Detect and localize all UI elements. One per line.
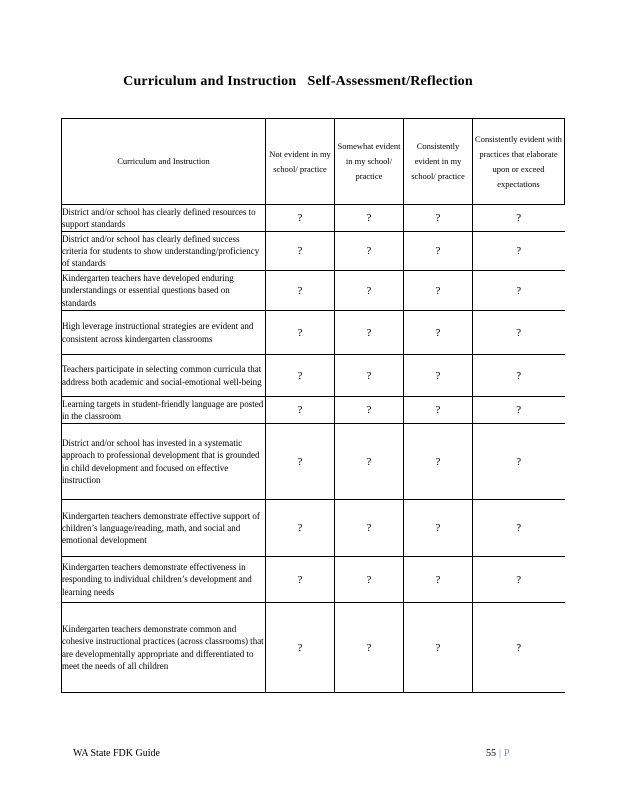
criterion-text: Learning targets in student-friendly language are posted in the classroom [62,397,266,424]
rating-cell[interactable]: ? [335,557,404,603]
table-row [62,311,565,355]
table-row [62,397,565,424]
table-row [62,557,565,603]
rating-cell[interactable]: ? [335,424,404,500]
rating-cell[interactable]: ? [473,557,565,603]
table-row [62,424,565,500]
table-row [62,232,565,271]
rating-cell[interactable]: ? [473,271,565,311]
rating-cell[interactable]: ? [266,271,335,311]
rating-cell[interactable]: ? [266,500,335,557]
rating-cell[interactable]: ? [404,271,473,311]
rating-cell[interactable]: ? [404,311,473,355]
rating-cell[interactable]: ? [335,205,404,232]
rating-cell[interactable]: ? [404,397,473,424]
column-header-somewhat-evident: Somewhat evident in my school/ practice [335,119,404,205]
criterion-text: District and/or school has clearly defined success criteria for students to show understanding/proficiency of standards [62,232,266,271]
rating-cell[interactable]: ? [404,424,473,500]
rating-cell[interactable]: ? [473,355,565,397]
rating-cell[interactable]: ? [473,205,565,232]
self-assessment-table [61,118,565,693]
column-header-not-evident: Not evident in my school/ practice [266,119,335,205]
criterion-text: Kindergarten teachers have developed enduring understandings or essential questions based on standards [62,271,266,311]
table-row [62,205,565,232]
criterion-text: Kindergarten teachers demonstrate common and cohesive instructional practices (across classrooms) that are developmentally appropriate and differentiated to meet the needs of all children [62,603,266,693]
rating-cell[interactable]: ? [335,355,404,397]
rating-cell[interactable]: ? [473,311,565,355]
criterion-text: District and/or school has invested in a systematic approach to professional development that is grounded in child development and focused on effective instruction [62,424,266,500]
rating-cell[interactable]: ? [335,271,404,311]
rating-cell[interactable]: ? [266,355,335,397]
rating-cell[interactable]: ? [404,603,473,693]
rating-cell[interactable]: ? [404,205,473,232]
rating-cell[interactable]: ? [335,232,404,271]
rating-cell[interactable]: ? [473,232,565,271]
criterion-text: Kindergarten teachers demonstrate effectiveness in responding to individual children’s development and learning needs [62,557,266,603]
page-label: P [504,748,510,759]
rating-cell[interactable]: ? [266,557,335,603]
column-header-exceeds-expectations: Consistently evident with practices that elaborate upon or exceed expectations [473,119,565,205]
rating-cell[interactable]: ? [335,603,404,693]
rating-cell[interactable]: ? [266,603,335,693]
rating-cell[interactable]: ? [473,397,565,424]
column-header-consistently-evident: Consistently evident in my school/ practice [404,119,473,205]
rating-cell[interactable]: ? [404,232,473,271]
table-row [62,500,565,557]
page-separator: | [499,748,502,759]
column-header-criteria: Curriculum and Instruction [62,119,266,205]
rating-cell[interactable]: ? [266,232,335,271]
rating-cell[interactable]: ? [404,500,473,557]
rating-cell[interactable]: ? [266,311,335,355]
table-row [62,603,565,693]
footer-page-number [486,748,510,759]
rating-cell[interactable]: ? [266,424,335,500]
table-row [62,355,565,397]
criterion-text: Teachers participate in selecting common curricula that address both academic and social-emotional well-being [62,355,266,397]
rating-cell[interactable]: ? [266,205,335,232]
page-number: 55 [486,748,496,759]
rating-cell[interactable]: ? [335,397,404,424]
rating-cell[interactable]: ? [473,603,565,693]
rating-cell[interactable]: ? [404,355,473,397]
rating-cell[interactable]: ? [266,397,335,424]
criterion-text: Kindergarten teachers demonstrate effective support of children’s language/reading, math, and social and emotional development [62,500,266,557]
rating-cell[interactable]: ? [473,500,565,557]
rating-cell[interactable]: ? [404,557,473,603]
criterion-text: District and/or school has clearly defined resources to support standards [62,205,266,232]
table-row [62,271,565,311]
footer-guide-title: WA State FDK Guide [73,748,160,759]
rating-cell[interactable]: ? [473,424,565,500]
page-title: Curriculum and Instruction Self-Assessment/Reflection [123,74,473,89]
rating-cell[interactable]: ? [335,500,404,557]
rating-cell[interactable]: ? [335,311,404,355]
criterion-text: High leverage instructional strategies are evident and consistent across kindergarten classrooms [62,311,266,355]
